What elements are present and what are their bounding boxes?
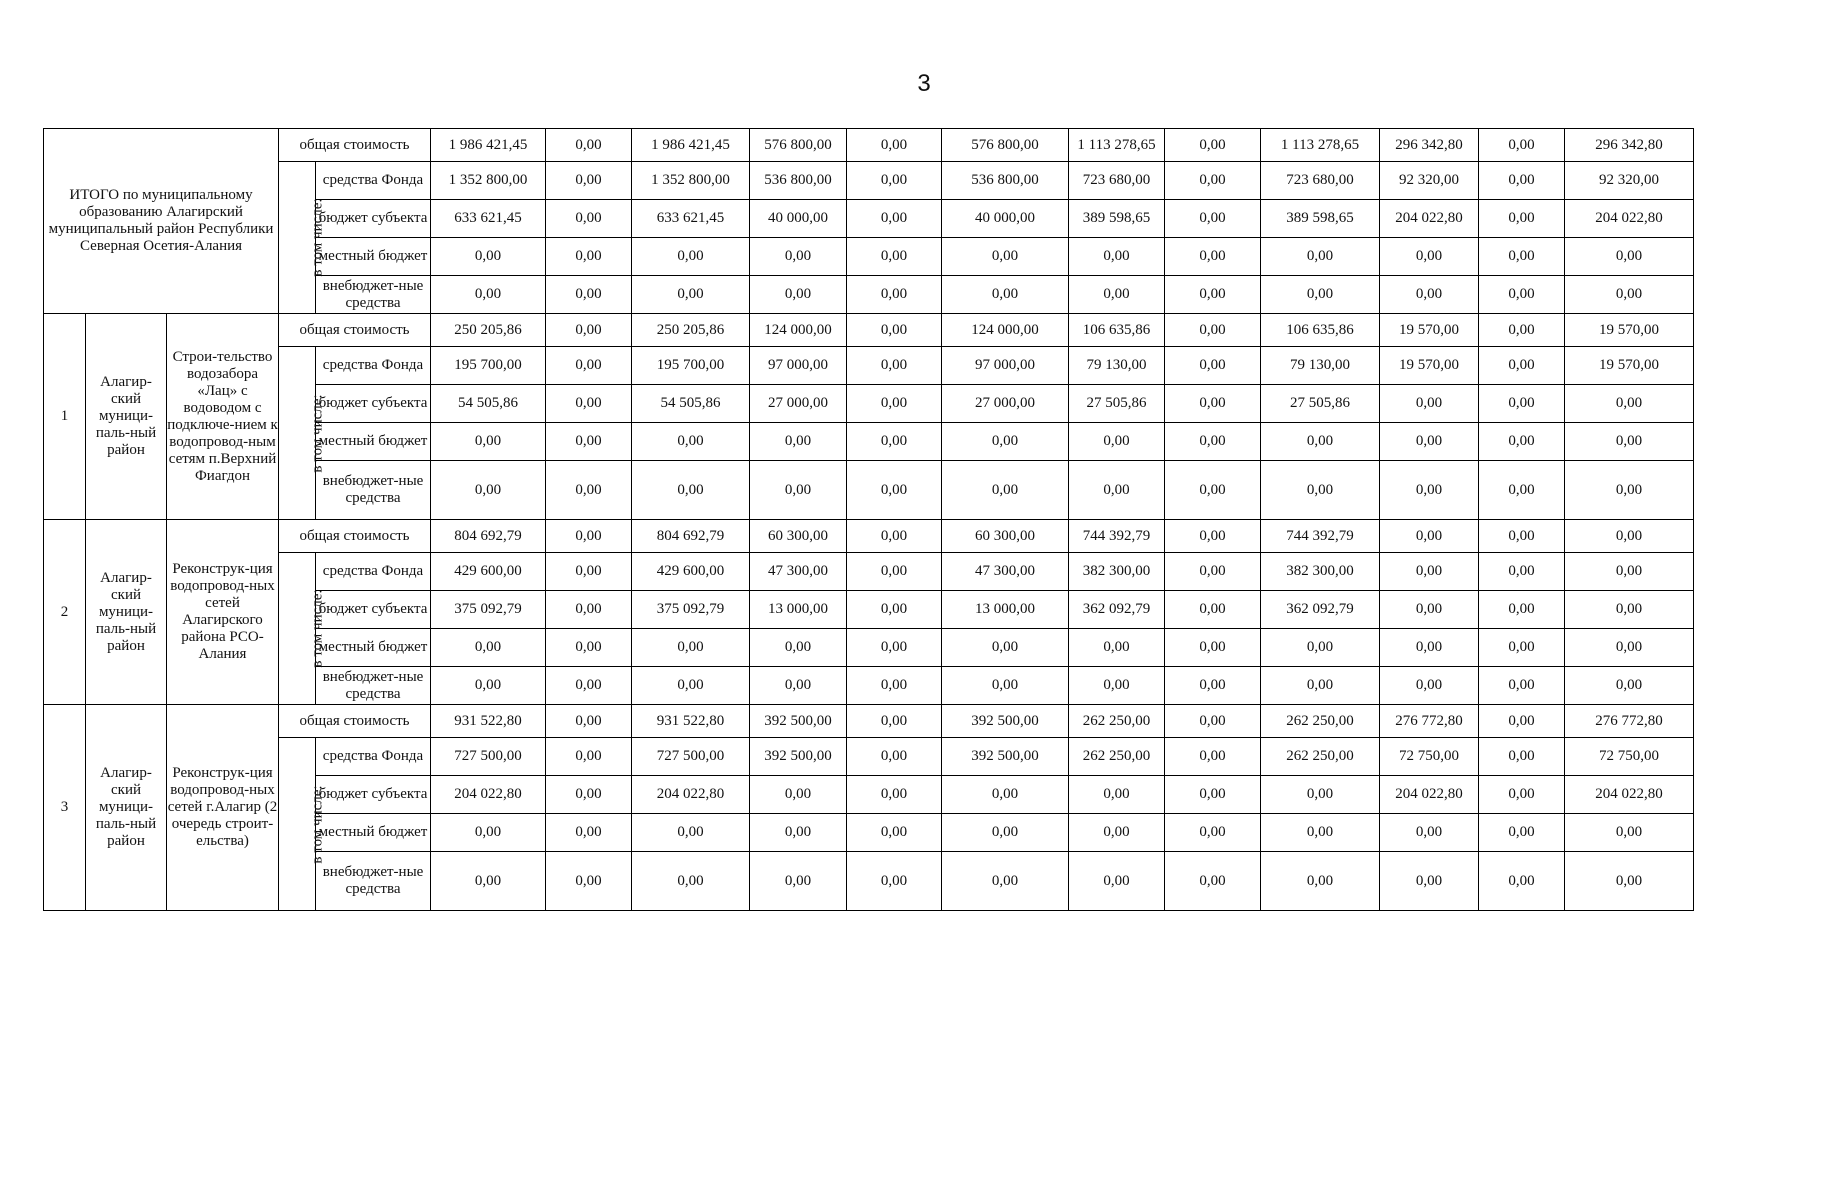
value-cell: 250 205,86 (431, 314, 546, 347)
value-cell: 0,00 (1479, 238, 1565, 276)
value-cell: 0,00 (546, 129, 632, 162)
value-cell: 536 800,00 (942, 162, 1069, 200)
value-cell: 60 300,00 (942, 520, 1069, 553)
fund-funds-label: средства Фонда (316, 553, 431, 591)
value-cell: 0,00 (632, 238, 750, 276)
value-cell: 47 300,00 (750, 553, 847, 591)
value-cell: 0,00 (1165, 314, 1261, 347)
value-cell: 262 250,00 (1069, 705, 1165, 738)
value-cell: 576 800,00 (750, 129, 847, 162)
value-cell: 195 700,00 (431, 347, 546, 385)
value-cell: 0,00 (546, 667, 632, 705)
value-cell: 0,00 (546, 200, 632, 238)
value-cell: 0,00 (1565, 520, 1694, 553)
value-cell: 19 570,00 (1380, 347, 1479, 385)
project-name: Реконструк-ция водопровод-ных сетей г.Алагир (2 очередь строит-ельства) (167, 705, 279, 911)
value-cell: 0,00 (847, 347, 942, 385)
value-cell: 0,00 (546, 776, 632, 814)
value-cell: 97 000,00 (942, 347, 1069, 385)
offbudget-funds-label: внебюджет-ные средства (316, 667, 431, 705)
value-cell: 0,00 (1565, 276, 1694, 314)
table-row (44, 162, 1694, 200)
value-cell: 0,00 (632, 629, 750, 667)
value-cell: 195 700,00 (632, 347, 750, 385)
value-cell: 0,00 (431, 238, 546, 276)
value-cell: 0,00 (1479, 591, 1565, 629)
value-cell: 0,00 (1565, 461, 1694, 520)
value-cell: 0,00 (942, 423, 1069, 461)
value-cell: 0,00 (1165, 738, 1261, 776)
value-cell: 0,00 (431, 667, 546, 705)
subject-budget-label: бюджет субъекта (316, 385, 431, 423)
value-cell: 204 022,80 (1565, 200, 1694, 238)
value-cell: 0,00 (1165, 461, 1261, 520)
value-cell: 0,00 (546, 520, 632, 553)
value-cell: 382 300,00 (1261, 553, 1380, 591)
value-cell: 19 570,00 (1565, 347, 1694, 385)
value-cell: 0,00 (750, 423, 847, 461)
value-cell: 0,00 (1165, 347, 1261, 385)
value-cell: 0,00 (1479, 314, 1565, 347)
value-cell: 1 113 278,65 (1261, 129, 1380, 162)
value-cell: 0,00 (1069, 629, 1165, 667)
value-cell: 0,00 (1565, 591, 1694, 629)
project-number: 3 (44, 705, 86, 911)
value-cell: 0,00 (847, 591, 942, 629)
value-cell: 0,00 (1565, 238, 1694, 276)
value-cell: 0,00 (546, 238, 632, 276)
value-cell: 392 500,00 (750, 738, 847, 776)
including-label-text: в том числе: (309, 393, 326, 473)
value-cell: 0,00 (1165, 200, 1261, 238)
value-cell: 0,00 (632, 461, 750, 520)
value-cell: 13 000,00 (750, 591, 847, 629)
value-cell: 0,00 (847, 667, 942, 705)
value-cell: 60 300,00 (750, 520, 847, 553)
value-cell: 0,00 (750, 667, 847, 705)
total-cost-label: общая стоимость (279, 520, 431, 553)
value-cell: 106 635,86 (1069, 314, 1165, 347)
value-cell: 19 570,00 (1380, 314, 1479, 347)
value-cell: 0,00 (847, 852, 942, 911)
value-cell: 0,00 (632, 814, 750, 852)
including-label (279, 162, 326, 314)
value-cell: 804 692,79 (632, 520, 750, 553)
value-cell: 633 621,45 (632, 200, 750, 238)
value-cell: 727 500,00 (431, 738, 546, 776)
value-cell: 0,00 (847, 814, 942, 852)
total-cost-label: общая стоимость (279, 314, 431, 347)
value-cell: 0,00 (847, 553, 942, 591)
value-cell: 375 092,79 (431, 591, 546, 629)
value-cell: 0,00 (1069, 852, 1165, 911)
value-cell: 375 092,79 (632, 591, 750, 629)
value-cell: 27 000,00 (942, 385, 1069, 423)
value-cell: 0,00 (431, 461, 546, 520)
value-cell: 744 392,79 (1069, 520, 1165, 553)
value-cell: 0,00 (1479, 276, 1565, 314)
value-cell: 0,00 (1165, 520, 1261, 553)
local-budget-label: местный бюджет (316, 423, 431, 461)
value-cell: 0,00 (431, 276, 546, 314)
value-cell: 382 300,00 (1069, 553, 1165, 591)
value-cell: 727 500,00 (632, 738, 750, 776)
value-cell: 0,00 (1380, 238, 1479, 276)
value-cell: 931 522,80 (632, 705, 750, 738)
page-number: 3 (917, 70, 931, 97)
value-cell: 0,00 (1165, 162, 1261, 200)
project-district: Алагир-ский муници-паль-ный район (86, 705, 167, 911)
value-cell: 0,00 (942, 238, 1069, 276)
value-cell: 0,00 (1069, 276, 1165, 314)
value-cell: 0,00 (1165, 591, 1261, 629)
table-row (44, 520, 1694, 553)
value-cell: 0,00 (1380, 461, 1479, 520)
value-cell: 0,00 (750, 461, 847, 520)
value-cell: 0,00 (1261, 461, 1380, 520)
value-cell: 0,00 (546, 162, 632, 200)
value-cell: 124 000,00 (750, 314, 847, 347)
value-cell: 389 598,65 (1069, 200, 1165, 238)
value-cell: 0,00 (1479, 553, 1565, 591)
value-cell: 97 000,00 (750, 347, 847, 385)
value-cell: 250 205,86 (632, 314, 750, 347)
value-cell: 0,00 (1479, 200, 1565, 238)
value-cell: 0,00 (1380, 852, 1479, 911)
value-cell: 744 392,79 (1261, 520, 1380, 553)
value-cell: 0,00 (632, 423, 750, 461)
value-cell: 0,00 (1479, 814, 1565, 852)
value-cell: 0,00 (1069, 776, 1165, 814)
value-cell: 0,00 (1565, 423, 1694, 461)
value-cell: 13 000,00 (942, 591, 1069, 629)
value-cell: 0,00 (847, 423, 942, 461)
including-label (279, 738, 326, 911)
value-cell: 0,00 (847, 385, 942, 423)
summary-title: ИТОГО по муниципальному образованию Алагирский муниципальный район Республики Северная Осетия-Алания (44, 129, 279, 314)
value-cell: 0,00 (942, 629, 1069, 667)
value-cell: 296 342,80 (1565, 129, 1694, 162)
value-cell: 0,00 (1165, 776, 1261, 814)
value-cell: 0,00 (1165, 852, 1261, 911)
value-cell: 1 352 800,00 (431, 162, 546, 200)
value-cell: 0,00 (1479, 423, 1565, 461)
value-cell: 0,00 (942, 814, 1069, 852)
value-cell: 296 342,80 (1380, 129, 1479, 162)
value-cell: 0,00 (1261, 852, 1380, 911)
value-cell: 0,00 (1380, 520, 1479, 553)
value-cell: 0,00 (847, 238, 942, 276)
value-cell: 0,00 (1261, 423, 1380, 461)
value-cell: 0,00 (546, 423, 632, 461)
value-cell: 0,00 (1261, 238, 1380, 276)
value-cell: 0,00 (847, 276, 942, 314)
value-cell: 0,00 (1380, 814, 1479, 852)
value-cell: 92 320,00 (1380, 162, 1479, 200)
value-cell: 389 598,65 (1261, 200, 1380, 238)
table-row (44, 314, 1694, 347)
value-cell: 0,00 (1165, 423, 1261, 461)
value-cell: 204 022,80 (431, 776, 546, 814)
value-cell: 27 505,86 (1261, 385, 1380, 423)
table-row (44, 738, 1694, 776)
value-cell: 0,00 (1165, 814, 1261, 852)
value-cell: 0,00 (750, 776, 847, 814)
value-cell: 0,00 (1380, 423, 1479, 461)
value-cell: 54 505,86 (431, 385, 546, 423)
value-cell: 0,00 (1261, 814, 1380, 852)
value-cell: 723 680,00 (1069, 162, 1165, 200)
local-budget-label: местный бюджет (316, 814, 431, 852)
value-cell: 1 113 278,65 (1069, 129, 1165, 162)
value-cell: 276 772,80 (1565, 705, 1694, 738)
value-cell: 0,00 (546, 852, 632, 911)
value-cell: 276 772,80 (1380, 705, 1479, 738)
value-cell: 1 986 421,45 (431, 129, 546, 162)
value-cell: 0,00 (1380, 553, 1479, 591)
including-label (279, 347, 326, 520)
value-cell: 106 635,86 (1261, 314, 1380, 347)
value-cell: 0,00 (1479, 385, 1565, 423)
value-cell: 0,00 (1479, 162, 1565, 200)
value-cell: 0,00 (1479, 129, 1565, 162)
value-cell: 0,00 (1069, 814, 1165, 852)
value-cell: 0,00 (1479, 667, 1565, 705)
subject-budget-label: бюджет субъекта (316, 200, 431, 238)
value-cell: 362 092,79 (1069, 591, 1165, 629)
project-name: Реконструк-ция водопровод-ных сетей Алагирского района РСО-Алания (167, 520, 279, 705)
value-cell: 0,00 (1261, 776, 1380, 814)
value-cell: 1 986 421,45 (632, 129, 750, 162)
offbudget-funds-label: внебюджет-ные средства (316, 276, 431, 314)
value-cell: 0,00 (546, 591, 632, 629)
value-cell: 0,00 (750, 814, 847, 852)
offbudget-funds-label: внебюджет-ные средства (316, 461, 431, 520)
value-cell: 40 000,00 (750, 200, 847, 238)
value-cell: 0,00 (1165, 129, 1261, 162)
budget-table (43, 128, 1694, 911)
value-cell: 72 750,00 (1380, 738, 1479, 776)
value-cell: 0,00 (1069, 423, 1165, 461)
fund-funds-label: средства Фонда (316, 738, 431, 776)
value-cell: 0,00 (1565, 385, 1694, 423)
fund-funds-label: средства Фонда (316, 347, 431, 385)
value-cell: 19 570,00 (1565, 314, 1694, 347)
local-budget-label: местный бюджет (316, 238, 431, 276)
offbudget-funds-label: внебюджет-ные средства (316, 852, 431, 911)
value-cell: 0,00 (942, 667, 1069, 705)
including-label-text: в том числе: (309, 784, 326, 864)
value-cell: 47 300,00 (942, 553, 1069, 591)
value-cell: 0,00 (1565, 852, 1694, 911)
value-cell: 0,00 (431, 852, 546, 911)
value-cell: 204 022,80 (1380, 776, 1479, 814)
value-cell: 54 505,86 (632, 385, 750, 423)
value-cell: 0,00 (1069, 667, 1165, 705)
table-row (44, 347, 1694, 385)
value-cell: 0,00 (546, 738, 632, 776)
value-cell: 0,00 (632, 276, 750, 314)
table-body (44, 129, 1694, 911)
value-cell: 0,00 (942, 852, 1069, 911)
value-cell: 0,00 (847, 314, 942, 347)
local-budget-label: местный бюджет (316, 629, 431, 667)
total-cost-label: общая стоимость (279, 705, 431, 738)
value-cell: 0,00 (546, 705, 632, 738)
project-name: Строи-тельство водозабора «Лац» с водоводом с подключе-нием к водопровод-ным сетям п.Верхний Фиагдон (167, 314, 279, 520)
value-cell: 0,00 (1380, 667, 1479, 705)
value-cell: 0,00 (1165, 705, 1261, 738)
value-cell: 0,00 (750, 629, 847, 667)
subject-budget-label: бюджет субъекта (316, 776, 431, 814)
value-cell: 392 500,00 (942, 705, 1069, 738)
value-cell: 27 505,86 (1069, 385, 1165, 423)
value-cell: 0,00 (546, 461, 632, 520)
value-cell: 931 522,80 (431, 705, 546, 738)
value-cell: 0,00 (1479, 705, 1565, 738)
value-cell: 0,00 (847, 738, 942, 776)
project-district: Алагир-ский муници-паль-ный район (86, 520, 167, 705)
value-cell: 0,00 (847, 129, 942, 162)
value-cell: 204 022,80 (1565, 776, 1694, 814)
value-cell: 723 680,00 (1261, 162, 1380, 200)
value-cell: 0,00 (1261, 667, 1380, 705)
including-label-text: в том числе: (309, 198, 326, 277)
total-cost-label: общая стоимость (279, 129, 431, 162)
value-cell: 92 320,00 (1565, 162, 1694, 200)
value-cell: 0,00 (1565, 553, 1694, 591)
value-cell: 536 800,00 (750, 162, 847, 200)
value-cell: 0,00 (750, 852, 847, 911)
value-cell: 0,00 (847, 776, 942, 814)
value-cell: 0,00 (431, 423, 546, 461)
value-cell: 0,00 (1261, 276, 1380, 314)
value-cell: 0,00 (546, 629, 632, 667)
value-cell: 0,00 (847, 705, 942, 738)
value-cell: 0,00 (1479, 461, 1565, 520)
value-cell: 0,00 (546, 385, 632, 423)
value-cell: 0,00 (1165, 238, 1261, 276)
including-label (279, 553, 326, 705)
value-cell: 0,00 (1165, 276, 1261, 314)
value-cell: 0,00 (847, 162, 942, 200)
subject-budget-label: бюджет субъекта (316, 591, 431, 629)
value-cell: 0,00 (1479, 347, 1565, 385)
value-cell: 0,00 (1479, 738, 1565, 776)
value-cell: 0,00 (847, 200, 942, 238)
value-cell: 0,00 (546, 347, 632, 385)
value-cell: 0,00 (546, 553, 632, 591)
value-cell: 392 500,00 (750, 705, 847, 738)
value-cell: 0,00 (431, 814, 546, 852)
value-cell: 0,00 (1479, 629, 1565, 667)
value-cell: 0,00 (1380, 591, 1479, 629)
value-cell: 0,00 (1069, 461, 1165, 520)
value-cell: 0,00 (546, 314, 632, 347)
value-cell: 262 250,00 (1261, 705, 1380, 738)
value-cell: 0,00 (546, 276, 632, 314)
value-cell: 204 022,80 (632, 776, 750, 814)
value-cell: 0,00 (546, 814, 632, 852)
value-cell: 79 130,00 (1261, 347, 1380, 385)
value-cell: 204 022,80 (1380, 200, 1479, 238)
value-cell: 633 621,45 (431, 200, 546, 238)
value-cell: 0,00 (847, 461, 942, 520)
value-cell: 392 500,00 (942, 738, 1069, 776)
project-number: 2 (44, 520, 86, 705)
table-row (44, 705, 1694, 738)
value-cell: 0,00 (847, 629, 942, 667)
including-label-text: в том числе: (309, 589, 326, 668)
value-cell: 429 600,00 (632, 553, 750, 591)
value-cell: 0,00 (1165, 629, 1261, 667)
value-cell: 0,00 (1165, 553, 1261, 591)
value-cell: 0,00 (1380, 385, 1479, 423)
value-cell: 0,00 (847, 520, 942, 553)
value-cell: 0,00 (942, 276, 1069, 314)
project-number: 1 (44, 314, 86, 520)
value-cell: 0,00 (1565, 814, 1694, 852)
value-cell: 0,00 (1380, 276, 1479, 314)
value-cell: 0,00 (1165, 385, 1261, 423)
value-cell: 79 130,00 (1069, 347, 1165, 385)
table-row (44, 129, 1694, 162)
project-district: Алагир-ский муници-паль-ный район (86, 314, 167, 520)
value-cell: 27 000,00 (750, 385, 847, 423)
value-cell: 0,00 (942, 461, 1069, 520)
value-cell: 0,00 (632, 852, 750, 911)
value-cell: 262 250,00 (1069, 738, 1165, 776)
fund-funds-label: средства Фонда (316, 162, 431, 200)
value-cell: 362 092,79 (1261, 591, 1380, 629)
value-cell: 0,00 (1565, 667, 1694, 705)
value-cell: 429 600,00 (431, 553, 546, 591)
value-cell: 576 800,00 (942, 129, 1069, 162)
value-cell: 0,00 (431, 629, 546, 667)
value-cell: 0,00 (1479, 852, 1565, 911)
value-cell: 0,00 (750, 276, 847, 314)
value-cell: 72 750,00 (1565, 738, 1694, 776)
value-cell: 0,00 (1165, 667, 1261, 705)
value-cell: 40 000,00 (942, 200, 1069, 238)
value-cell: 0,00 (942, 776, 1069, 814)
value-cell: 0,00 (1069, 238, 1165, 276)
value-cell: 1 352 800,00 (632, 162, 750, 200)
value-cell: 0,00 (1565, 629, 1694, 667)
table-row (44, 553, 1694, 591)
value-cell: 0,00 (1261, 629, 1380, 667)
value-cell: 0,00 (1380, 629, 1479, 667)
value-cell: 124 000,00 (942, 314, 1069, 347)
value-cell: 0,00 (632, 667, 750, 705)
value-cell: 0,00 (1479, 520, 1565, 553)
value-cell: 0,00 (1479, 776, 1565, 814)
value-cell: 0,00 (750, 238, 847, 276)
value-cell: 262 250,00 (1261, 738, 1380, 776)
value-cell: 804 692,79 (431, 520, 546, 553)
